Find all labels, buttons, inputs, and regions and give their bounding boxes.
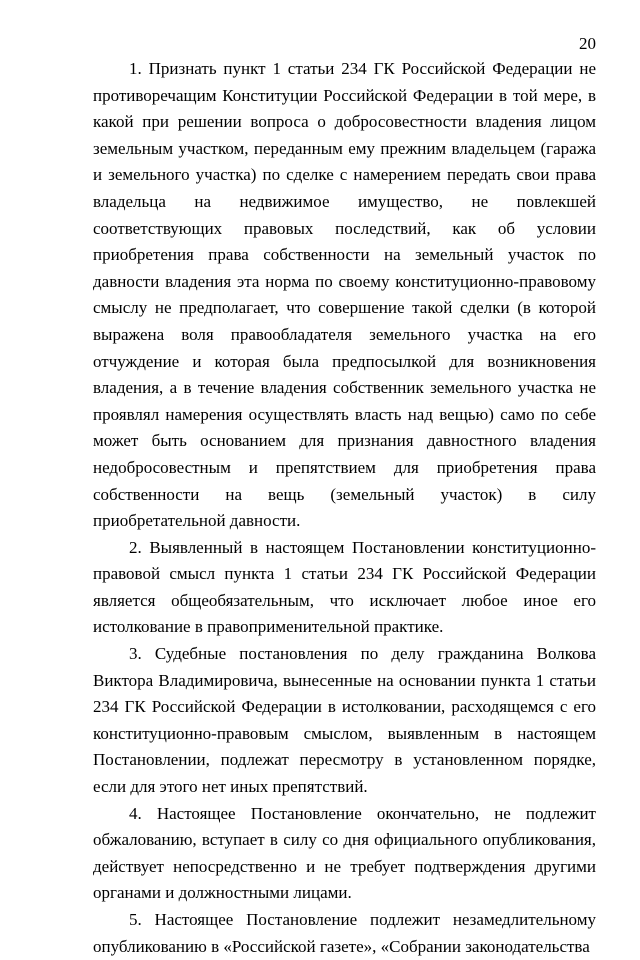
page-number: 20 bbox=[579, 34, 596, 53]
paragraph-3: 3. Судебные постановления по делу гражданина Волкова Виктора Владимировича, вынесенные на основании пункта 1 статьи 234 ГК Российской Федерации в истолковании, расходящемся с его конституционно-правовым смыслом, выявленным в настоящем Постановлении, подлежат пересмотру в установленном порядке, если для этого нет иных препятствий. bbox=[93, 644, 596, 797]
paragraph-4: 4. Настоящее Постановление окончательно, не подлежит обжалованию, вступает в силу со дня официального опубликования, действует непосредственно и не требует подтверждения другими органами и должностными лицами. bbox=[93, 803, 596, 903]
paragraph-5: 5. Настоящее Постановление подлежит незамедлительному опубликованию в «Российской газете», «Собрании законодательства bbox=[93, 910, 596, 956]
paragraph-1: 1. Признать пункт 1 статьи 234 ГК Российской Федерации не противоречащим Конституции Российской Федерации в той мере, в какой при решении вопроса о добросовестности владения лицом земельным участком, переданным ему прежним владельцем (гаража и земельного участка) по сделке с намерением передать свои права владельца на недвижимое имущество, не повлекшей соответствующих правовых последствий, как об условии приобретения права собственности на земельный участок по давности владения эта норма по своему конституционно-правовому смыслу не предполагает, что совершение такой сделки (в которой выражена воля правообладателя земельного участка на его отчуждение и которая была предпосылкой для возникновения владения, а в течение владения собственник земельного участка не проявлял намерения осуществлять власть над вещью) само по себе может быть основанием для признания давностного владения недобросовестным и препятствием для приобретения права собственности на вещь (земельный участок) в силу приобретательной давности. bbox=[93, 59, 596, 531]
paragraph-2: 2. Выявленный в настоящем Постановлении конституционно-правовой смысл пункта 1 статьи 234 ГК Российской Федерации является общеобязательным, что исключает любое иное его истолкование в правоприменительной практике. bbox=[93, 537, 596, 637]
document-body bbox=[93, 56, 596, 960]
